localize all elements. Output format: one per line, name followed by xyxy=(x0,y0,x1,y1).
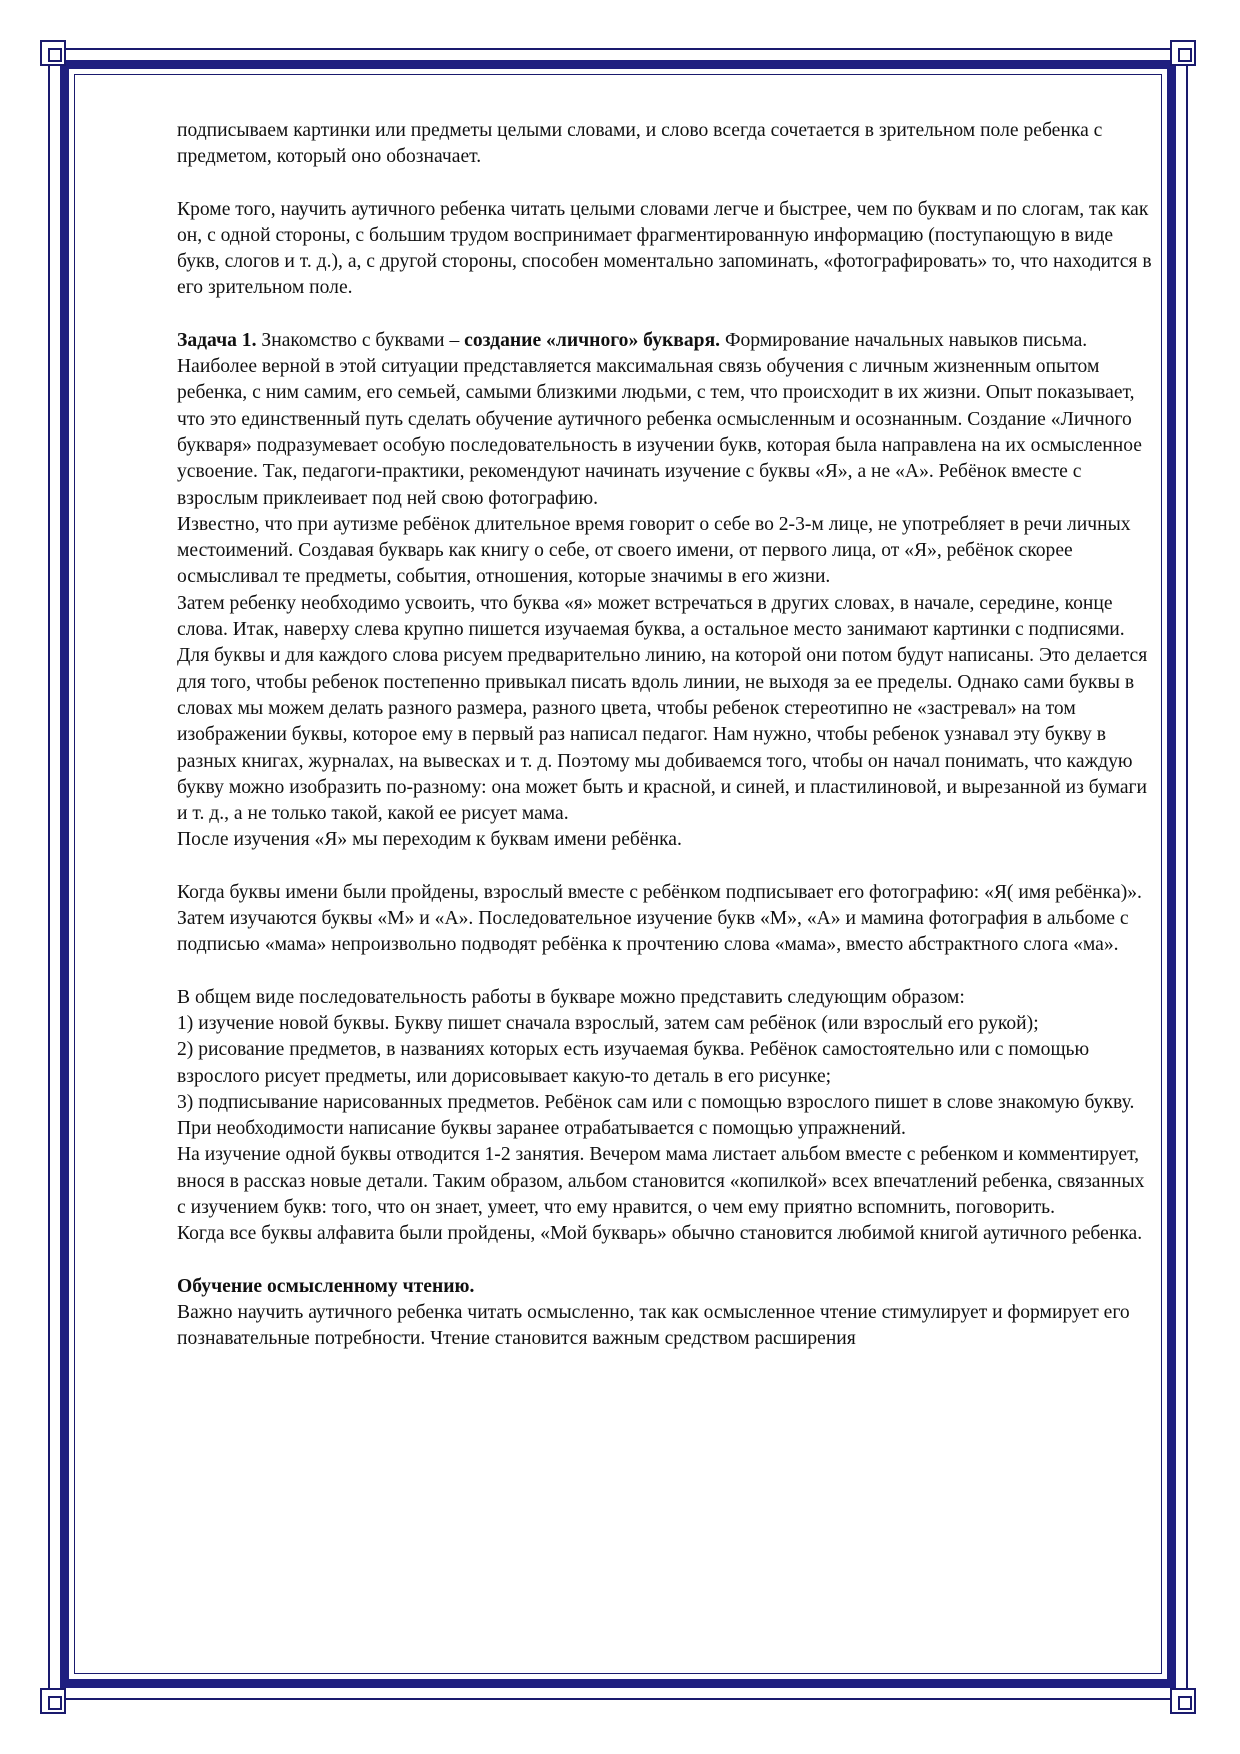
corner-ornament-top-right xyxy=(1170,40,1196,66)
section-heading-meaningful-reading: Обучение осмысленному чтению. xyxy=(177,1275,475,1297)
paragraph-whole-words: Кроме того, научить аутичного ребенка читать целыми словами легче и быстрее, чем по буквам и по слогам, так как он, с одной стороны, с большим трудом воспринимает фрагментированную информацию (поступающую в виде букв, слогов и т. д.), а, с другой стороны, способен моментально запоминать, «фотографировать» то, что находится в его зрительном поле. xyxy=(177,198,1152,299)
paragraph-photo-caption: Когда буквы имени были пройдены, взрослый вместе с ребёнком подписывает его фотографию: «Я( имя ребёнка)». xyxy=(177,881,1142,903)
spacer xyxy=(177,1248,1157,1274)
paragraph-mama: Затем изучаются буквы «М» и «А». Последовательное изучение букв «М», «А» и мамина фотография в альбоме с подписью «мама» непроизвольно подводят ребёнка к прочтению слова «мама», вместо абстрактного слога «ма». xyxy=(177,908,1129,956)
paragraph-letter-ya: Затем ребенку необходимо усвоить, что буква «я» может встречаться в других словах, в начале, середине, конце слова. Итак, наверху слева крупно пишется изучаемая буква, а остальное место занимают картинки с подписями. Для буквы и для каждого слова рисуем предварительно линию, на которой они потом будут написаны. Это делается для того, чтобы ребенок постепенно привыкал писать вдоль линии, не выходя за ее пределы. Однако сами буквы в словах мы можем делать разного размера, разного цвета, чтобы ребенок стереотипно не «застревал» на том изображении буквы, которое ему в первый раз написал педагог. Нам нужно, чтобы ребенок узнавал эту букву в разных книгах, журналах, на вывесках и т. д. Поэтому мы добиваемся того, чтобы он начал понимать, что каждую букву можно изобразить по-разному: она может быть и красной, и синей, и пластилиновой, и вырезанной из бумаги и т. д., а не только такой, какой ее рисует мама. xyxy=(177,592,1148,825)
paragraph-lessons: На изучение одной буквы отводится 1-2 занятия. Вечером мама листает альбом вместе с ребенком и комментирует, внося в рассказ новые детали. Таким образом, альбом становится «копилкой» всех впечатлений ребенка, связанных с изучением букв: того, что он знает, умеет, что ему нравится, о чем ему приятно вспомнить, поговорить. xyxy=(177,1144,1145,1218)
corner-ornament-bottom-left xyxy=(40,1688,66,1714)
paragraph-name-letters: После изучения «Я» мы переходим к буквам имени ребёнка. xyxy=(177,829,682,851)
list-item: 3) подписывание нарисованных предметов. Ребёнок сам или с помощью взрослого пишет в слове знакомую букву. При необходимости написание буквы заранее отрабатывается с помощью упражнений. xyxy=(177,1091,1135,1140)
paragraph-meaningful-reading: Важно научить аутичного ребенка читать осмысленно, так как осмысленное чтение стимулирует и формирует его познавательные потребности. Чтение становится важным средством расширения xyxy=(177,1301,1130,1350)
task-1-text-b: Формирование начальных навыков письма. Наиболее верной в этой ситуации представляется максимальная связь обучения с личным жизненным опытом ребенка, с ним самим, его семьей, самыми близкими людьми, с тем, что происходит в их жизни. Опыт показывает, что это единственный путь сделать обучение аутичного ребенка осмысленным и осознанным. Создание «Личного букваря» подразумевает особую последовательность в изучении букв, которая была направлена на их осмысленное усвоение. Так, педагоги-практики, рекомендуют начинать изучение с буквы «Я», а не «А». Ребёнок вместе с взрослым приклеивает под ней свою фотографию. xyxy=(177,329,1142,509)
document-body xyxy=(177,118,1157,1352)
task-1-title: создание «личного» букваря. xyxy=(464,329,721,351)
list-item: 2) рисование предметов, в названиях которых есть изучаемая буква. Ребёнок самостоятельно или с помощью взрослого рисует предметы, или дорисовывает какую-то деталь в его рисунке; xyxy=(177,1039,1090,1087)
task-1-text-a: Знакомство с буквами – xyxy=(256,329,465,351)
spacer xyxy=(177,171,1157,197)
spacer xyxy=(177,959,1157,985)
spacer xyxy=(177,302,1157,328)
task-1-label: Задача 1. xyxy=(177,329,257,351)
paragraph-sequence-intro: В общем виде последовательность работы в букваре можно представить следующим образом: xyxy=(177,986,965,1008)
spacer xyxy=(177,854,1157,880)
corner-ornament-top-left xyxy=(40,40,66,66)
corner-ornament-bottom-right xyxy=(1170,1688,1196,1714)
paragraph-task-1 xyxy=(177,328,1157,512)
paragraph-intro-continuation: подписываем картинки или предметы целыми словами, и слово всегда сочетается в зрительном поле ребенка с предметом, который оно обозначает. xyxy=(177,120,1103,168)
paragraph-favorite-book: Когда все буквы алфавита были пройдены, «Мой букварь» обычно становится любимой книгой аутичного ребенка. xyxy=(177,1223,1143,1245)
paragraph-first-person: Известно, что при аутизме ребёнок длительное время говорит о себе во 2-3-м лице, не употребляет в речи личных местоимений. Создавая букварь как книгу о себе, от своего имени, от первого лица, от «Я», ребёнок скорее осмысливал те предметы, события, отношения, которые значимы в его жизни. xyxy=(177,513,1131,588)
list-item: 1) изучение новой буквы. Букву пишет сначала взрослый, затем сам ребёнок (или взрослый его рукой); xyxy=(177,1012,1039,1034)
